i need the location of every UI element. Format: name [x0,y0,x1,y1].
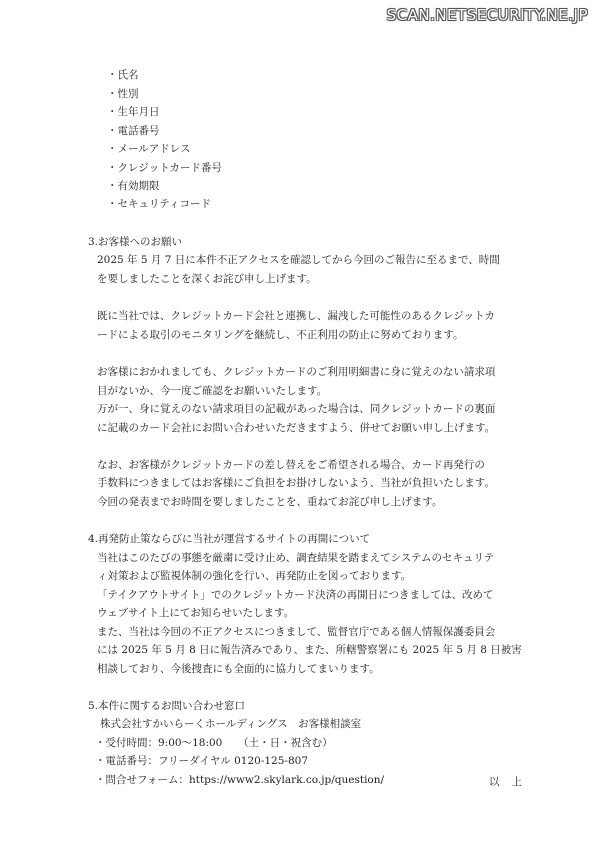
contact-phone: ・電話番号：フリーダイヤル 0120-125-807 [95,755,309,767]
leaked-item: ・クレジットカード番号 [107,162,222,174]
section-3-line: 目がないか、今一度ご確認をお願いいたします。 [97,385,328,397]
section-heading-3: 3.お客様へのお願い [88,236,183,248]
leaked-item: ・有効期限 [107,180,160,192]
section-3-line: 今回の発表までお時間を要しましたことを、重ねてお詫び申し上げます。 [97,496,443,508]
section-4-line: また、当社は今回の不正アクセスにつきまして、監督官庁である個人情報保護委員会 [97,626,496,638]
section-heading-5: 5.本件に関するお問い合わせ窓口 [88,700,246,712]
section-3-line: 万が一、身に覚えのない請求項目の記載があった場合は、同クレジットカードの裏面 [97,403,496,415]
section-4-line: 相談しており、今後捜査にも全面的に協力してまいります。 [97,663,380,675]
section-4-line: ウェブサイト上にてお知らせいたします。 [97,607,295,619]
leaked-item: ・氏名 [107,69,139,81]
contact-hours: ・受付時間：9:00～18:00 （土・日・祝含む） [95,737,333,749]
section-4-line: ィ対策および監視体制の強化を行い、再発防止を図っております。 [97,570,412,582]
leaked-item: ・性別 [107,88,139,100]
contact-form-link[interactable]: ・問合せフォーム：https://www2.skylark.co.jp/question/ [95,774,385,786]
leaked-item: ・電話番号 [107,125,160,137]
section-4-line: には 2025 年 5 月 8 日に報告済みであり、また、所轄警察署にも 2025 年 5 月 8 日被害 [97,644,522,656]
site-watermark: SCAN.NETSECURITY.NE.JP [386,6,588,24]
contact-company: 株式会社すかいらーくホールディングス お客様相談室 [100,718,362,730]
leaked-item: ・生年月日 [107,106,160,118]
section-4-line: 「テイクアウトサイト」でのクレジットカード決済の再開日につきましては、改めて [97,589,494,601]
section-3-line: に記載のカード会社にお問い合わせいただきますよう、併せてお願い申し上げます。 [97,422,496,434]
section-heading-4: 4.再発防止策ならびに当社が運営するサイトの再開について [88,533,371,545]
section-3-line: お客様におかれましても、クレジットカードのご利用明細書に身に覚えのない請求項 [97,366,496,378]
leaked-item: ・メールアドレス [107,143,191,155]
section-3-line: 手数料につきましてはお客様にご負担をお掛けしないよう、当社が負担いたします。 [97,477,495,489]
leaked-item: ・セキュリティコード [107,198,211,210]
closing-mark: 以上 [489,776,534,788]
section-4-line: 当社はこのたびの事態を厳粛に受け止め、調査結果を踏まえてシステムのセキュリテ [97,552,495,564]
section-3-line: 2025 年 5 月 7 日に本件不正アクセスを確認してから今回のご報告に至るまで、時間 [97,254,500,266]
section-3-line: を要しましたことを深くお詫び申し上げます。 [97,273,317,285]
section-3-line: なお、お客様がクレジットカードの差し替えをご希望される場合、カード再発行の [97,459,485,471]
section-3-line: 既に当社では、クレジットカード会社と連携し、漏洩した可能性のあるクレジットカ [97,310,495,322]
section-3-line: ードによる取引のモニタリングを継続し、不正利用の防止に努めております。 [97,329,464,341]
